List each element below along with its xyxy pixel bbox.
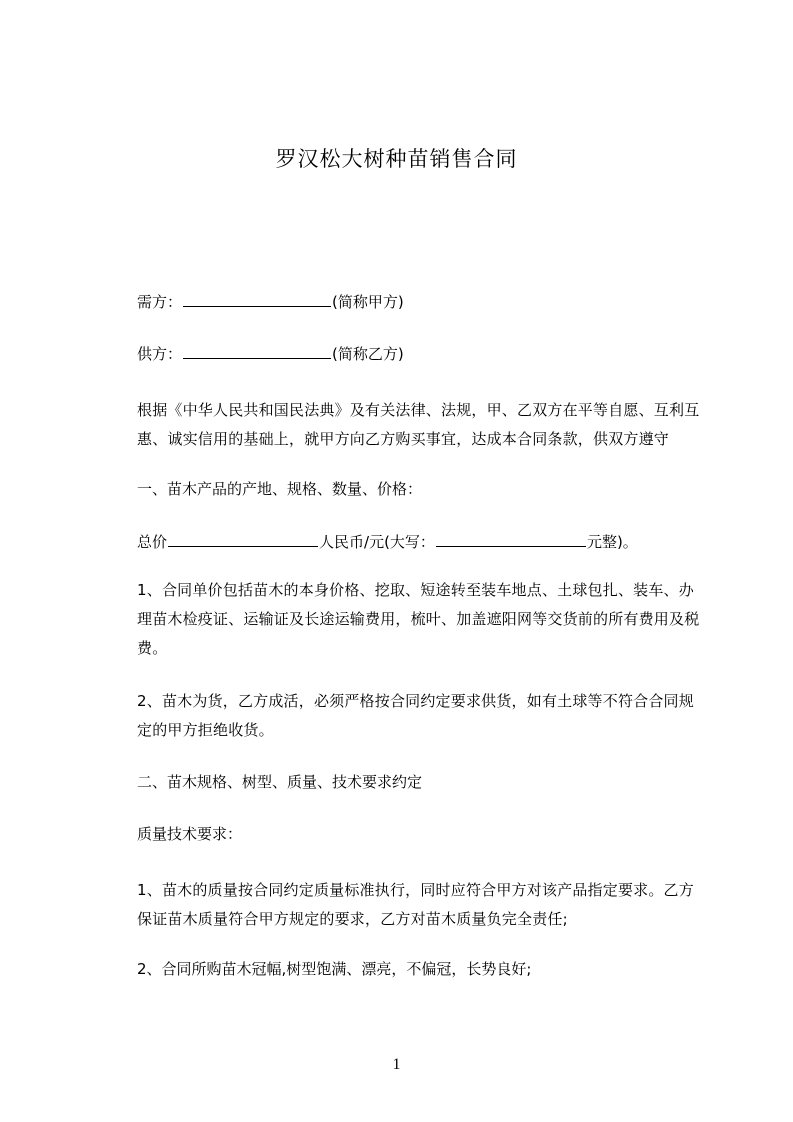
total-words-blank (436, 531, 586, 547)
total-price-line (137, 531, 638, 553)
total-unit: 人民币/元(大写： (319, 533, 435, 551)
seller-label: 供方： (137, 345, 183, 363)
section2-heading: 二、苗木规格、树型、质量、技术要求约定 (137, 773, 423, 791)
buyer-suffix: (简称甲方) (332, 293, 404, 311)
section1-heading: 一、苗木产品的产地、规格、数量、价格： (137, 480, 423, 498)
clause-1-2-text: 2、苗木为货，乙方成活，必须严格按合同约定要求供货，如有土球等不符合合同规定的甲方拒绝收货。 (137, 692, 694, 739)
total-label: 总价 (137, 533, 168, 551)
preamble-text: 根据《中华人民共和国民法典》及有关法律、法规，甲、乙双方在平等自愿、互利互惠、诚实信用的基础上，就甲方向乙方购买事宜，达成本合同条款，供双方遵守 (137, 401, 700, 448)
clause-1-2 (107, 687, 707, 745)
seller-line (137, 343, 404, 365)
quality-heading: 质量技术要求： (137, 825, 243, 843)
document-title: 罗汉松大树种苗销售合同 (275, 147, 518, 171)
clause-1-1-text: 1、合同单价包括苗木的本身价格、挖取、短途转至装车地点、土球包扎、装车、办理苗木检疫证、运输证及长途运输费用，梳叶、加盖遮阳网等交货前的所有费用及税费。 (137, 581, 700, 657)
clause-1-1 (107, 576, 707, 663)
clause-2-1-text: 1、苗木的质量按合同约定质量标准执行，同时应符合甲方对该产品指定要求。乙方保证苗木质量符合甲方规定的要求，乙方对苗木质量负完全责任; (137, 881, 694, 928)
clause-2-2: 2、合同所购苗木冠幅,树型饱满、漂亮，不偏冠，长势良好; (137, 960, 532, 978)
clause-2-1 (107, 876, 707, 934)
buyer-blank (183, 291, 331, 307)
buyer-line (137, 291, 404, 313)
seller-blank (183, 343, 331, 359)
page-number: 1 (392, 1056, 401, 1073)
preamble-paragraph (107, 396, 707, 454)
seller-suffix: (简称乙方) (332, 345, 404, 363)
buyer-label: 需方： (137, 293, 183, 311)
total-suffix: 元整)。 (586, 533, 638, 551)
total-amount-blank (168, 531, 318, 547)
